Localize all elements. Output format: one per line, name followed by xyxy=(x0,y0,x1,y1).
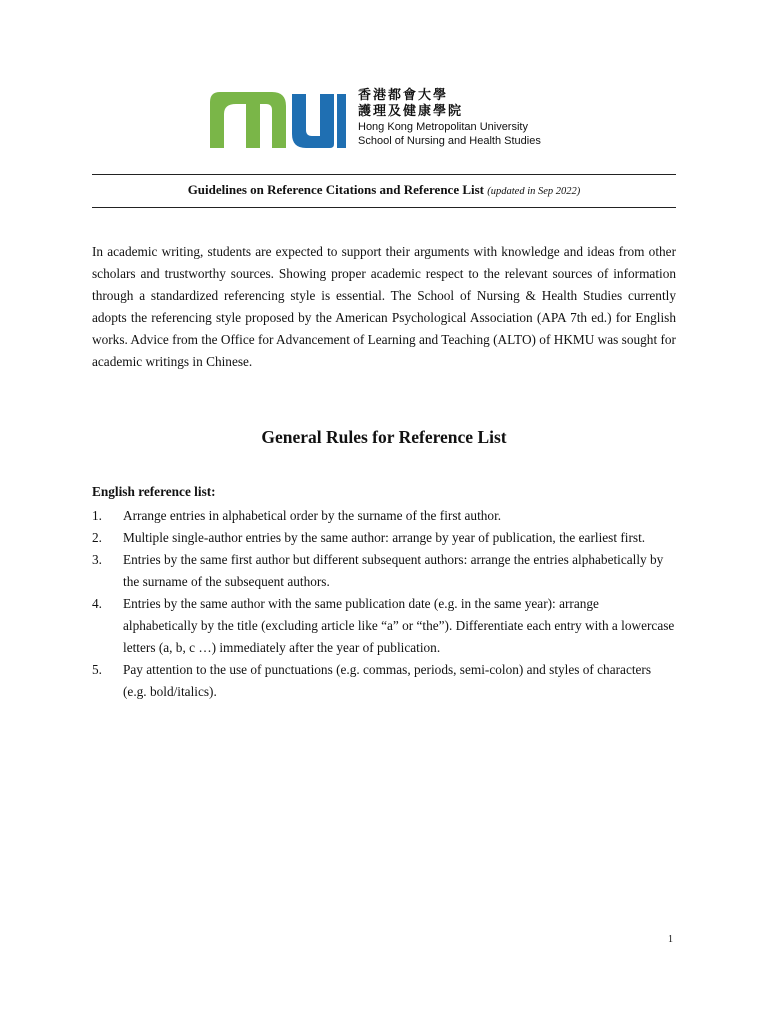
document-title-text: Guidelines on Reference Citations and Reference List xyxy=(187,182,485,197)
list-item-text: Multiple single-author entries by the same author: arrange by year of publication, the earliest first. xyxy=(123,530,646,545)
list-item-text: Arrange entries in alphabetical order by the surname of the first author. xyxy=(123,508,502,523)
list-item-text: Pay attention to the use of punctuations (e.g. commas, periods, semi-colon) and styles of characters (e.g. bold/italics). xyxy=(123,662,652,699)
list-item-number: 4. xyxy=(92,596,102,611)
logo-bar xyxy=(337,94,346,148)
intro-paragraph: In academic writing, students are expected to support their arguments with knowledge and ideas from other scholars and trustworthy sources. Showing proper academic respect to the relevant sources of information through a standardized referencing style is essential. The School of Nursing & Health Studies currently adopts the referencing style proposed by the American Psychological Association (APA 7th ed.) for English works. Advice from the Office for Advancement of Learning and Teaching (ALTO) of HKMU was sought for academic writings in Chinese. xyxy=(92,244,676,369)
section-title: General Rules for Reference List xyxy=(261,427,507,447)
university-name-zh: 香港都會大學 xyxy=(358,88,449,103)
hkmu-logo-mark-icon xyxy=(210,88,346,150)
list-item xyxy=(92,527,676,549)
heading-top-rule xyxy=(92,174,676,175)
page-number: 1 xyxy=(668,934,673,945)
list-item-number: 2. xyxy=(92,530,102,545)
rules-list xyxy=(92,505,676,703)
list-item xyxy=(92,659,676,703)
logo-m-shape xyxy=(210,92,286,148)
document-title xyxy=(92,182,676,198)
document-title-note: (updated in Sep 2022) xyxy=(487,186,581,197)
logo-text xyxy=(358,88,541,148)
list-item-number: 5. xyxy=(92,662,102,677)
list-item-text: Entries by the same author with the same publication date (e.g. in the same year): arrange alphabetically by the title (excluding article like “a” or “the”). Differentiate each entry with a lowercase letters (a, b, c …) immediately after the year of publication. xyxy=(123,596,675,655)
university-name-en: Hong Kong Metropolitan University xyxy=(358,121,528,133)
university-logo xyxy=(210,88,570,150)
list-item-number: 1. xyxy=(92,508,102,523)
logo-u-shape xyxy=(292,94,334,148)
list-item xyxy=(92,505,676,527)
list-item-text: Entries by the same first author but different subsequent authors: arrange the entries alphabetically by the surname of the subsequent authors. xyxy=(123,552,664,589)
heading-bottom-rule xyxy=(92,207,676,208)
list-item xyxy=(92,593,676,659)
list-label: English reference list: xyxy=(92,484,216,499)
list-item xyxy=(92,549,676,593)
school-name-en: School of Nursing and Health Studies xyxy=(358,135,541,147)
school-name-zh: 護理及健康學院 xyxy=(358,104,464,119)
list-item-number: 3. xyxy=(92,552,102,567)
